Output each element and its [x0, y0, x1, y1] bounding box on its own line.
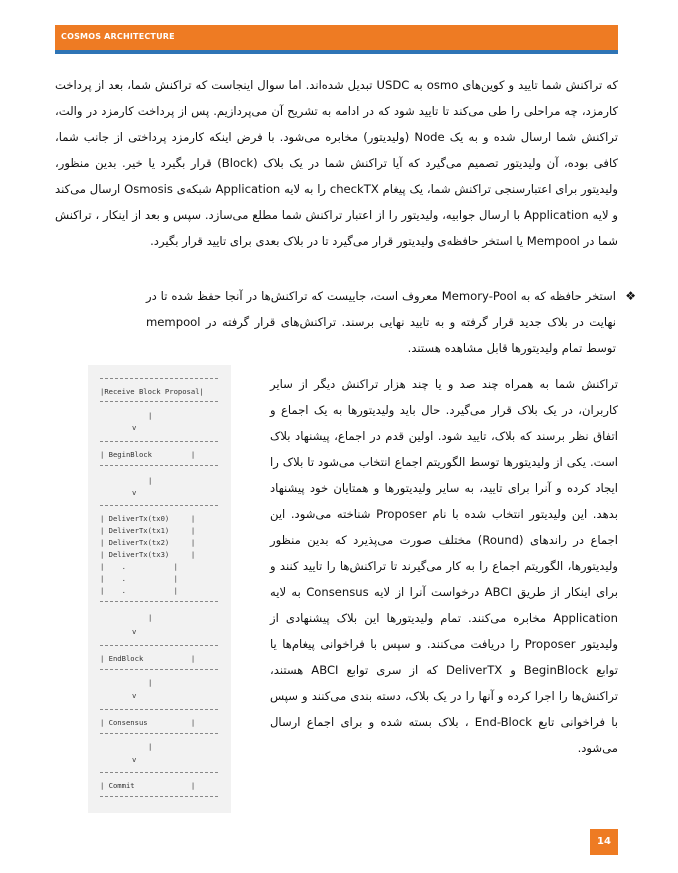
diagram-arrow: v: [132, 627, 137, 636]
diagram-pipe: |: [148, 613, 153, 622]
diagram-border: [100, 733, 218, 734]
diagram-commit: | Commit |: [100, 781, 196, 790]
diagram-delivertx-0: | DeliverTx(tx0) |: [100, 514, 196, 523]
diagram-endblock: | EndBlock |: [100, 654, 196, 663]
diagram-arrow: v: [132, 423, 137, 432]
diagram-border: [100, 505, 218, 506]
diagram-delivertx-2: | DeliverTx(tx2) |: [100, 538, 196, 547]
bullet-item: [146, 283, 636, 361]
diagram-dots: | . |: [100, 562, 178, 571]
diagram-border: [100, 669, 218, 670]
diagram-border: [100, 709, 218, 710]
header-title: COSMOS ARCHITECTURE: [61, 32, 175, 41]
diagram-arrow: v: [132, 691, 137, 700]
header-bar: [55, 25, 618, 50]
diagram-border: [100, 401, 218, 402]
paragraph-2: تراکنش شما به همراه چند صد و یا چند هزار تراکنش دیگر از سایر کاربران، در یک بلاک قرار می‌گیرد. حال باید ولیدیتورها به یک اجماع و اتفاق نظر برسند که بلاک، تایید شود. اولین قدم در اجماع، پیشنهاد بلاک است. یکی از ولیدیتورها توسط الگوریتم اجماع انتخاب می‌شود تا بلاک را ایجاد کرده و آنرا برای تایید، به سایر ولیدیتورها و همتایان خود پیشنهاد بدهد. این ولیدیتور انتخاب شده با نام Proposer شناخته می‌شود. این اجماع در راندهای (Round) مختلف صورت می‌پذیرد که بدین منظور ولیدیتورها، الگوریتم اجماع را به کار می‌گیرند تا تراکنش‌ها را تایید کنند و برای اینکار از طریق ABCI درخواست آنرا از لایه Consensus به لایه Application مخابره می‌کنند. تمام ولیدیتورها این بلاک پیشنهادی از ولیدیتور Proposer را دریافت می‌کنند. و سپس با فراخوانی پیغام‌ها یا توابع BeginBlock و DeliverTX که از سری توابع ABCI هستند، تراکنش‌ها را اجرا کرده و آنها را در یک بلاک، دسته بندی می‌کنند و سپس با فراخوانی تابع End-Block ، بلاک بسته شده و برای اجماع ارسال می‌شود.: [270, 377, 618, 755]
diagram-border: [100, 796, 218, 797]
diagram-delivertx-3: | DeliverTx(tx3) |: [100, 550, 196, 559]
diagram-delivertx-1: | DeliverTx(tx1) |: [100, 526, 196, 535]
diagram-receive-block: |Receive Block Proposal|: [100, 387, 204, 396]
diagram-border: [100, 378, 218, 379]
diagram-pipe: |: [148, 476, 153, 485]
diagram-pipe: |: [148, 678, 153, 687]
page-number-badge: [590, 829, 618, 855]
diagram-arrow: v: [132, 755, 137, 764]
bullet-text: استخر حافظه که به Memory-Pool معروف است، جاییست که تراکنش‌ها در آنجا حفظ شده تا در نهایت در بلاک جدید قرار گرفته و به تایید نهایی برسند. تراکنش‌های قرار گرفته در mempool توسط تمام ولیدیتورها قابل مشاهده هستند.: [146, 289, 616, 355]
diagram-arrow: v: [132, 488, 137, 497]
diagram-consensus: | Consensus |: [100, 718, 196, 727]
diagram-dots: | . |: [100, 574, 178, 583]
diagram-border: [100, 601, 218, 602]
bullet-diamond-icon: ❖: [625, 289, 636, 303]
paragraph-1: که تراکنش شما تایید و کوین‌های osmo به USDC تبدیل شده‌اند. اما سوال اینجاست که تراکنش شما، بعد از پرداخت کارمزد، چه مراحلی را طی می‌کند تا تایید شود که در ادامه به تشریح آن می‌پردازیم. پس از پرداخت کارمزد در والت، تراکنش شما ارسال شده و به یک Node (ولیدیتور) مخابره می‌شود. با فرض اینکه کارمزد پرداختی از جانب شما، کافی بوده، آن ولیدیتور تصمیم می‌گیرد که آیا تراکنش شما در یک بلاک (Block) قرار بگیرد یا خیر. بدین منظور، ولیدیتور برای اعتبارسنجی تراکنش شما، یک پیغام checkTX را به لایه Application شبکه‌ی Osmosis ارسال می‌کند و لایه Application با ارسال جوابیه، ولیدیتور را از اعتبار تراکنش شما مطلع می‌سازد. سپس و بعد از اینکار ، تراکنش شما در Mempool یا استخر حافظه‌ی ولیدیتور قرار می‌گیرد تا در بلاک بعدی برای تایید قرار بگیرد.: [55, 78, 619, 248]
diagram-beginblock: | BeginBlock |: [100, 450, 196, 459]
page-number: 14: [597, 836, 611, 847]
diagram-border: [100, 772, 218, 773]
diagram-border: [100, 645, 218, 646]
diagram-border: [100, 465, 218, 466]
diagram-pipe: |: [148, 742, 153, 751]
abci-flow-diagram: [88, 365, 231, 813]
diagram-pipe: |: [148, 411, 153, 420]
diagram-border: [100, 441, 218, 442]
header-rule: [55, 50, 618, 54]
diagram-dots: | . |: [100, 586, 178, 595]
